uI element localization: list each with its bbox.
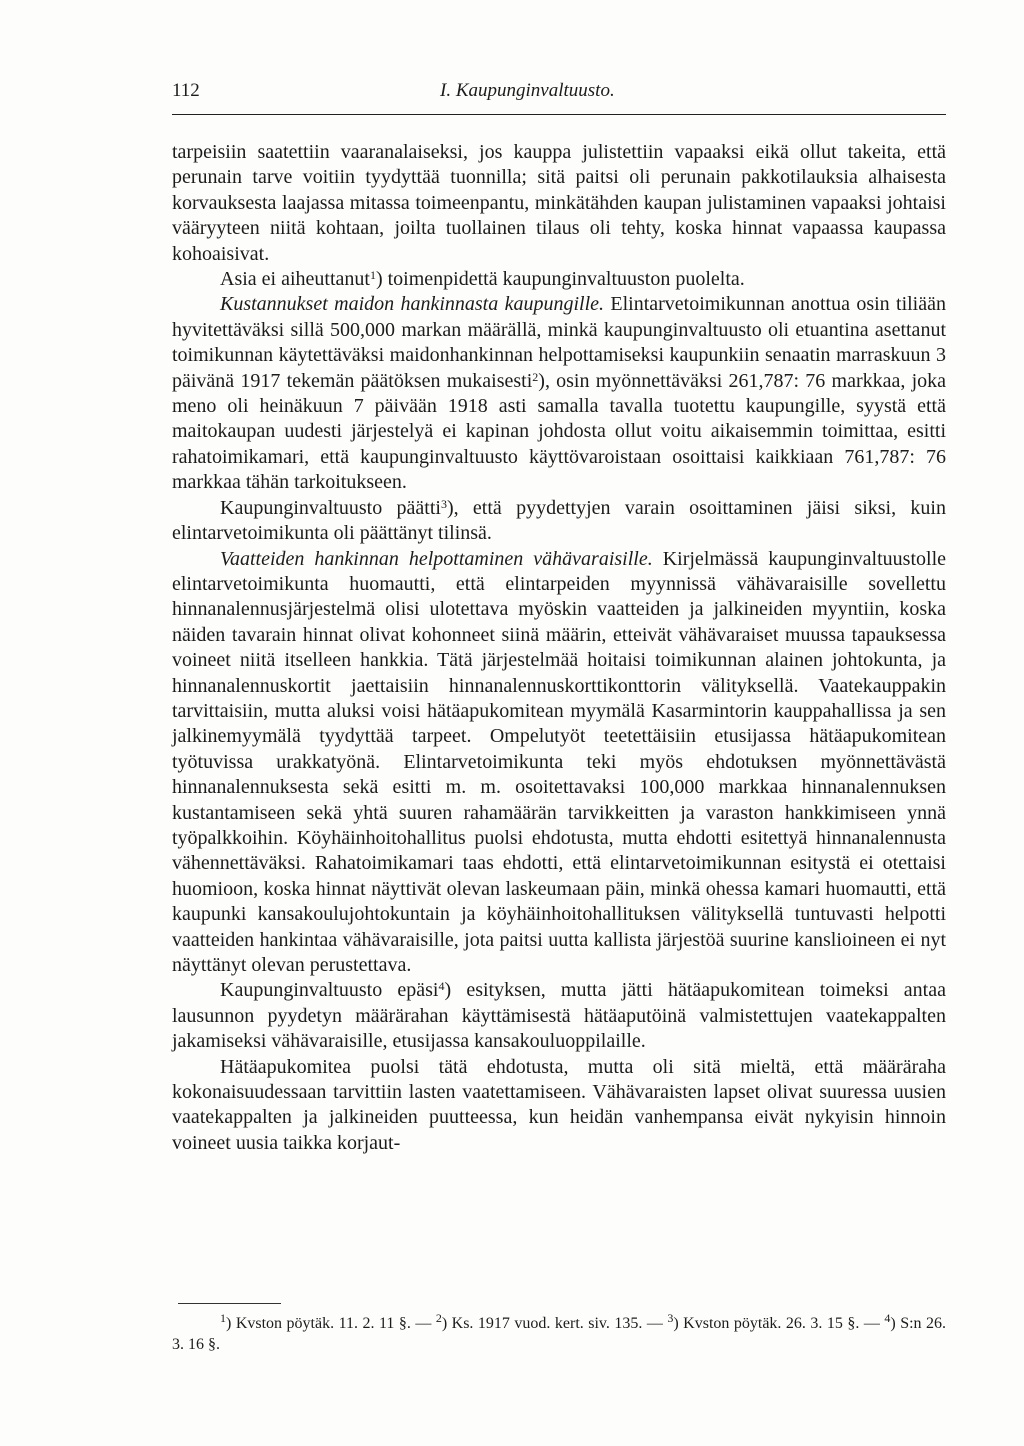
footnote-ref-1: 1 [369, 268, 376, 283]
running-title: I. Kaupunginvaltuusto. [440, 80, 615, 101]
paragraph-clothing [172, 547, 946, 979]
section-heading-milk: Kustannukset maidon hankinnasta kaupungille. [220, 293, 605, 316]
footnote-marker-3: 3 [667, 1311, 674, 1325]
paragraph-text: ) toimenpidettä kaupunginvaltuuston puolelta. [375, 268, 745, 291]
footnote-marker-1: 1 [220, 1311, 226, 1325]
footnote-2: ) Ks. 1917 vuod. kert. siv. 135. — [441, 1315, 668, 1332]
footnotes [172, 1313, 946, 1355]
paragraph-milk-costs [172, 292, 946, 495]
page-header [172, 80, 946, 115]
footnote-ref-3: 3 [440, 496, 447, 511]
page-number: 112 [172, 80, 200, 101]
paragraph-text: Asia ei aiheuttanut [220, 268, 370, 291]
paragraph-text: Elintarvetoimikunnan anottua osin tiliään hyvitettäväksi sillä 500,000 markan määrällä, minkä kaupunginvaltuusto oli etuantina asettanut toimikunnan käytettäväksi maidonhankinnan helpottamiseksi kaupunkiin senaatin marraskuun 3 päivänä 1917 tekemän päätöksen mukaisesti [172, 293, 946, 392]
paragraph-text: Kirjelmässä kaupunginvaltuustolle elintarvetoimikunta huomautti, että elintarpeiden myynnissä vähävaraisille sovellettu hinnanalennusjärjestelmä olisi ulotettava myöskin vaatteiden ja jalkineiden myyntiin, koska näiden tavarain hinnat olivat kohonneet siinä määrin, etteivät vähävaraiset muussa tapauksessa voineet niitä itselleen hankkia. Tätä järjestelmää hoitaisi toimikunnan alainen johtokunta, ja hinnanalennuskortit jaettaisiin hinnanalennuskorttikonttorin välityksellä. Vaatekauppakin tarvittaisiin, mutta aluksi voisi hätäapukomitean myymälä Kasarmintorin kauppahallissa ja sen jalkinemyymälä tyydyttää tarpeet. Ompelutyöt teetettäisiin etusijassa hätäapukomitean työtuvissa urakkatyönä. Elintarvetoimikunta teki myös ehdotuksen myönnettävästä hinnanalennuksesta sekä esitti m. m. osoitettavaksi 100,000 markkaa hinnanalennuksen kustantamiseen sekä yhtä suuren rahamäärän tarvikkeitten ja varaston hankkimiseen ynnä työpalkkoihin. Köyhäinhoitohallitus puolsi ehdotusta, mutta ehdotti esitettyä hinnanalennusta vähennettäväksi. Rahatoimikamari taas ehdotti, että elintarvetoimikunnan esitystä ei otettaisi huomioon, koska hinnat näyttivät olevan laskeumaan päin, minkä ohessa kamari huomautti, että kaupunki kansakoulujohtokuntain ja köyhäinhoitohallituksen välityksellä tuntuvasti helpotti vaatteiden hankintaa vähävaraisille, jota paitsi uutta kallista järjestöä suurine kanslioineen ei nyt näyttänyt olevan perustettava. [172, 547, 946, 976]
footnote-3: ) Kvston pöytäk. 26. 3. 15 §. — [673, 1315, 885, 1332]
section-heading-clothing: Vaatteiden hankinnan helpottaminen vähävaraisille. [220, 547, 653, 570]
footnote-marker-4: 4 [884, 1311, 891, 1325]
paragraph-relief-committee: Hätäapukomitea puolsi tätä ehdotusta, mutta oli sitä mieltä, että määräraha kokonaisuudessaan tarvittiin lasten vaatettamiseen. Vähävaraisten lapset olivat suuressa uusien vaatekappalten ja jalkineiden puutteessa, kun heidän vanhempansa eivät nykyisin hinnoin voineet uusia taikka korjaut- [172, 1055, 946, 1154]
paragraph-asia [172, 267, 946, 292]
paragraph-text: ), osin myönnettäväksi 261,787: 76 markkaa, joka meno oli heinäkuun 7 päivään 1918 asti samalla tavalla tuotettu kaupungille, syystä että maitokaupan uudesti järjestelyä ei kapinan johdosta ollut voitu aikaisemmin toimittaa, esitti rahatoimikamari, että kaupunginvaltuusto käyttövaroistaan osoittaisi kaikkiaan 761,787: 76 markkaa tähän tarkoitukseen. [172, 369, 946, 494]
footnote-4: ) S:n 26. 3. 16 §. [172, 1315, 947, 1353]
footnote-ref-4: 4 [438, 979, 445, 994]
footnote-1: ) Kvston pöytäk. 11. 2. 11 §. — [226, 1315, 436, 1332]
paragraph-text: ) esityksen, mutta jätti hätäapukomitean toimeksi antaa lausunnon pyydetyn määrärahan käyttämisestä hätäaputöinä valmistettujen vaatekappalten jakamiseksi vähävaraisille, etusijassa kansakouluoppilaille. [172, 979, 946, 1053]
body-text [172, 140, 946, 1156]
footnote-marker-2: 2 [435, 1311, 442, 1325]
paragraph-council-decision [172, 496, 946, 547]
footnote-text [172, 1313, 946, 1355]
paragraph-text: ), että pyydettyjen varain osoittaminen jäisi siksi, kuin elintarvetoimikunta oli päättänyt tilinsä. [172, 496, 946, 545]
paragraph-council-rejection [172, 978, 946, 1054]
paragraph-text: Kaupunginvaltuusto epäsi [220, 979, 439, 1002]
footnote-ref-2: 2 [532, 369, 539, 384]
paragraph-continuation: tarpeisiin saatettiin vaaranalaiseksi, jos kauppa julistettiin vapaaksi eikä ollut takeita, että perunain tarve voitiin tyydyttää tuonnilla; sitä paitsi oli perunain pakkotilauksia alhaisesta korvauksesta laajassa mitassa toimeenpantu, minkätähden kaupan julistaminen vapaaksi johtaisi vääryyteen niitä kohtaan, joilta tuollainen tilaus oli tehty, koska hinnat vapaassa kaupassa kohoaisivat. [172, 141, 946, 265]
footnote-divider [178, 1303, 281, 1304]
paragraph-text: Kaupunginvaltuusto päätti [220, 496, 441, 519]
